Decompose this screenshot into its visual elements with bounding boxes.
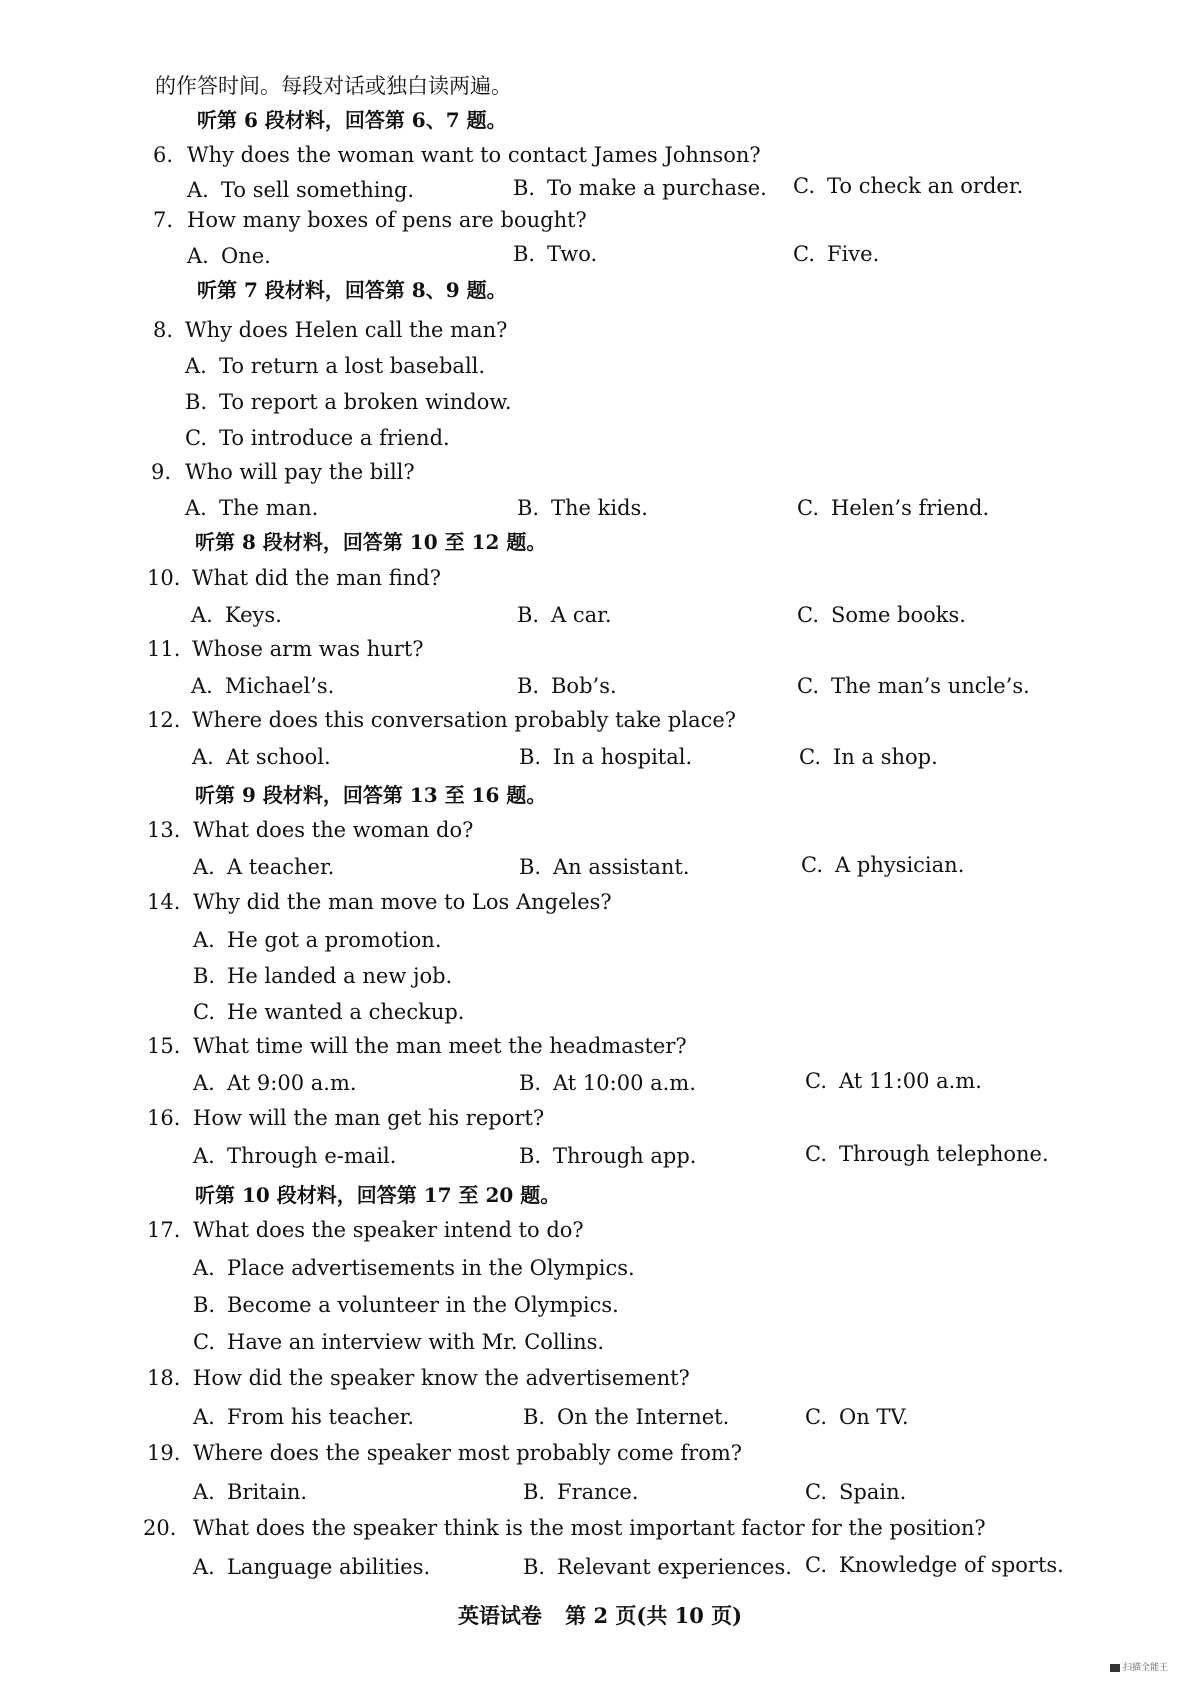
option-letter: C. <box>193 1330 215 1354</box>
option-letter: A. <box>193 1480 215 1504</box>
scanner-logo-icon <box>1110 1664 1120 1672</box>
option-letter: B. <box>517 496 540 520</box>
option-text: Keys. <box>225 603 282 627</box>
question-text: How did the speaker know the advertisement? <box>193 1366 690 1390</box>
question-number: 20. <box>143 1516 177 1540</box>
option-letter: C. <box>185 426 207 450</box>
footer-subject: 英语试卷 <box>457 1603 542 1628</box>
option-c[interactable] <box>799 743 938 771</box>
question-text: How will the man get his report? <box>193 1106 545 1130</box>
option-letter: A. <box>193 1144 215 1168</box>
option-text: To return a lost baseball. <box>219 354 486 378</box>
section-heading-10: 听第 10 段材料，回答第 17 至 20 题。 <box>195 1183 561 1207</box>
option-c[interactable] <box>801 851 964 879</box>
option-letter: C. <box>793 174 815 198</box>
option-letter: C. <box>805 1553 827 1577</box>
option-text: At 11:00 a.m. <box>839 1069 982 1093</box>
option-text: On the Internet. <box>557 1405 730 1429</box>
option-b[interactable] <box>193 962 452 990</box>
question-number: 19. <box>147 1441 181 1465</box>
option-b[interactable] <box>517 672 617 700</box>
option-a[interactable] <box>193 1478 307 1506</box>
option-b[interactable] <box>523 1478 639 1506</box>
scanner-watermark <box>1110 1660 1168 1673</box>
question-number: 12. <box>147 708 181 732</box>
option-text: Bob’s. <box>551 674 617 698</box>
option-letter: C. <box>799 745 821 769</box>
option-letter: C. <box>793 242 815 266</box>
question-number: 13. <box>147 818 181 842</box>
option-letter: C. <box>193 1000 215 1024</box>
option-text: Language abilities. <box>227 1555 431 1579</box>
option-letter: B. <box>517 603 540 627</box>
option-b[interactable] <box>185 388 512 416</box>
intro-text: 的作答时间。每段对话或独白读两遍。 <box>155 74 512 98</box>
section-heading-9: 听第 9 段材料，回答第 13 至 16 题。 <box>195 783 547 807</box>
option-letter: B. <box>519 855 542 879</box>
option-letter: C. <box>805 1142 827 1166</box>
option-a[interactable] <box>187 242 271 270</box>
question-text: Why does Helen call the man? <box>185 318 508 342</box>
option-letter: A. <box>193 928 215 952</box>
option-letter: A. <box>185 496 207 520</box>
option-letter: B. <box>513 242 536 266</box>
option-text: At 9:00 a.m. <box>227 1071 357 1095</box>
footer-page-number: 第 2 页(共 10 页) <box>565 1603 743 1628</box>
option-text: From his teacher. <box>227 1405 415 1429</box>
question-text: What did the man find? <box>192 566 441 590</box>
option-text: He got a promotion. <box>227 928 442 952</box>
option-c[interactable] <box>185 424 450 452</box>
option-text: Helen’s friend. <box>831 496 990 520</box>
question-text: Who will pay the bill? <box>185 460 415 484</box>
option-c[interactable] <box>805 1140 1049 1168</box>
option-text: On TV. <box>839 1405 909 1429</box>
option-text: A physician. <box>835 853 965 877</box>
question-text: What does the speaker intend to do? <box>193 1218 584 1242</box>
option-c[interactable] <box>805 1067 982 1095</box>
option-a[interactable] <box>192 743 331 771</box>
option-letter: C. <box>805 1069 827 1093</box>
option-letter: B. <box>185 390 208 414</box>
option-a[interactable] <box>193 1553 430 1581</box>
option-b[interactable] <box>517 601 612 629</box>
option-text: Spain. <box>839 1480 907 1504</box>
option-text: France. <box>557 1480 639 1504</box>
option-letter: A. <box>193 1405 215 1429</box>
option-b[interactable] <box>519 1069 696 1097</box>
option-text: In a hospital. <box>553 745 693 769</box>
option-text: In a shop. <box>833 745 938 769</box>
option-text: At school. <box>226 745 331 769</box>
option-c[interactable] <box>805 1478 906 1506</box>
option-text: To sell something. <box>221 178 415 202</box>
option-text: The kids. <box>551 496 648 520</box>
question-text: Why does the woman want to contact James Johnson? <box>187 143 761 167</box>
question-number: 14. <box>147 890 181 914</box>
section-heading-6: 听第 6 段材料，回答第 6、7 题。 <box>197 108 507 132</box>
option-text: Through e-mail. <box>227 1144 397 1168</box>
option-letter: B. <box>193 964 216 988</box>
option-letter: A. <box>187 244 209 268</box>
option-letter: A. <box>193 1071 215 1095</box>
option-letter: B. <box>519 1144 542 1168</box>
option-text: Place advertisements in the Olympics. <box>227 1256 635 1280</box>
option-a[interactable] <box>193 1142 396 1170</box>
option-text: To check an order. <box>827 174 1024 198</box>
question-text: What time will the man meet the headmaster? <box>193 1034 687 1058</box>
option-c[interactable] <box>193 1328 604 1356</box>
option-b[interactable] <box>523 1553 792 1581</box>
option-letter: A. <box>193 1256 215 1280</box>
question-number: 17. <box>147 1218 181 1242</box>
option-c[interactable] <box>797 601 966 629</box>
option-b[interactable] <box>519 853 690 881</box>
option-text: Some books. <box>831 603 966 627</box>
option-a[interactable] <box>193 1069 357 1097</box>
option-b[interactable] <box>519 1142 696 1170</box>
option-a[interactable] <box>191 672 334 700</box>
option-c[interactable] <box>805 1551 1064 1579</box>
option-text: A car. <box>551 603 612 627</box>
option-c[interactable] <box>797 494 989 522</box>
option-letter: B. <box>523 1405 546 1429</box>
option-text: Become a volunteer in the Olympics. <box>227 1293 619 1317</box>
option-c[interactable] <box>805 1403 909 1431</box>
section-heading-7: 听第 7 段材料，回答第 8、9 题。 <box>197 278 507 302</box>
option-text: The man. <box>219 496 319 520</box>
option-letter: A. <box>191 603 213 627</box>
option-a[interactable] <box>191 601 282 629</box>
option-b[interactable] <box>517 494 648 522</box>
option-b[interactable] <box>523 1403 729 1431</box>
option-letter: C. <box>797 603 819 627</box>
watermark-text: 扫描全能王 <box>1122 1663 1168 1673</box>
option-c[interactable] <box>793 240 879 268</box>
option-text: Relevant experiences. <box>557 1555 792 1579</box>
option-text: One. <box>221 244 271 268</box>
question-text: What does the woman do? <box>193 818 474 842</box>
option-a[interactable] <box>185 352 485 380</box>
question-number: 10. <box>147 566 181 590</box>
option-text: The man’s uncle’s. <box>831 674 1030 698</box>
option-a[interactable] <box>193 926 442 954</box>
option-a[interactable] <box>193 1254 635 1282</box>
question-number: 8. <box>153 318 174 342</box>
option-text: Through app. <box>553 1144 697 1168</box>
option-text: To introduce a friend. <box>219 426 450 450</box>
option-letter: A. <box>185 354 207 378</box>
question-text: Why did the man move to Los Angeles? <box>193 890 612 914</box>
question-text: Where does the speaker most probably come from? <box>193 1441 743 1465</box>
question-number: 16. <box>147 1106 181 1130</box>
option-text: Have an interview with Mr. Collins. <box>227 1330 605 1354</box>
question-number: 7. <box>153 208 174 232</box>
option-text: An assistant. <box>553 855 690 879</box>
option-letter: B. <box>513 176 536 200</box>
option-letter: B. <box>519 1071 542 1095</box>
option-text: He wanted a checkup. <box>227 1000 465 1024</box>
option-b[interactable] <box>193 1291 619 1319</box>
option-text: Five. <box>827 242 880 266</box>
option-letter: B. <box>193 1293 216 1317</box>
option-text: Through telephone. <box>839 1142 1049 1166</box>
option-b[interactable] <box>513 174 767 202</box>
option-a[interactable] <box>193 853 334 881</box>
question-number: 15. <box>147 1034 181 1058</box>
page-footer <box>0 1600 1200 1630</box>
option-b[interactable] <box>519 743 692 771</box>
option-c[interactable] <box>797 672 1030 700</box>
option-letter: C. <box>797 674 819 698</box>
section-heading-8: 听第 8 段材料，回答第 10 至 12 题。 <box>195 530 547 554</box>
option-a[interactable] <box>193 1403 414 1431</box>
option-text: To report a broken window. <box>219 390 512 414</box>
question-text: How many boxes of pens are bought? <box>187 208 587 232</box>
question-text: What does the speaker think is the most important factor for the position? <box>193 1516 986 1540</box>
option-letter: B. <box>517 674 540 698</box>
option-text: He landed a new job. <box>227 964 453 988</box>
option-letter: C. <box>805 1405 827 1429</box>
option-text: A teacher. <box>227 855 335 879</box>
option-text: Michael’s. <box>225 674 335 698</box>
option-letter: A. <box>193 855 215 879</box>
option-letter: C. <box>805 1480 827 1504</box>
question-number: 11. <box>147 637 181 661</box>
option-text: Knowledge of sports. <box>839 1553 1064 1577</box>
option-text: To make a purchase. <box>547 176 767 200</box>
question-number: 9. <box>151 460 172 484</box>
question-text: Where does this conversation probably take place? <box>192 708 737 732</box>
option-letter: A. <box>193 1555 215 1579</box>
option-letter: B. <box>523 1480 546 1504</box>
question-number: 18. <box>147 1366 181 1390</box>
option-c[interactable] <box>793 172 1023 200</box>
question-text: Whose arm was hurt? <box>192 637 424 661</box>
option-letter: C. <box>797 496 819 520</box>
option-letter: A. <box>191 674 213 698</box>
option-letter: A. <box>192 745 214 769</box>
option-c[interactable] <box>193 998 464 1026</box>
option-letter: B. <box>519 745 542 769</box>
option-text: At 10:00 a.m. <box>553 1071 696 1095</box>
option-letter: C. <box>801 853 823 877</box>
option-a[interactable] <box>187 176 414 204</box>
option-letter: A. <box>187 178 209 202</box>
option-text: Britain. <box>227 1480 308 1504</box>
option-a[interactable] <box>185 494 318 522</box>
option-text: Two. <box>547 242 598 266</box>
option-b[interactable] <box>513 240 597 268</box>
option-letter: B. <box>523 1555 546 1579</box>
question-number: 6. <box>153 143 174 167</box>
